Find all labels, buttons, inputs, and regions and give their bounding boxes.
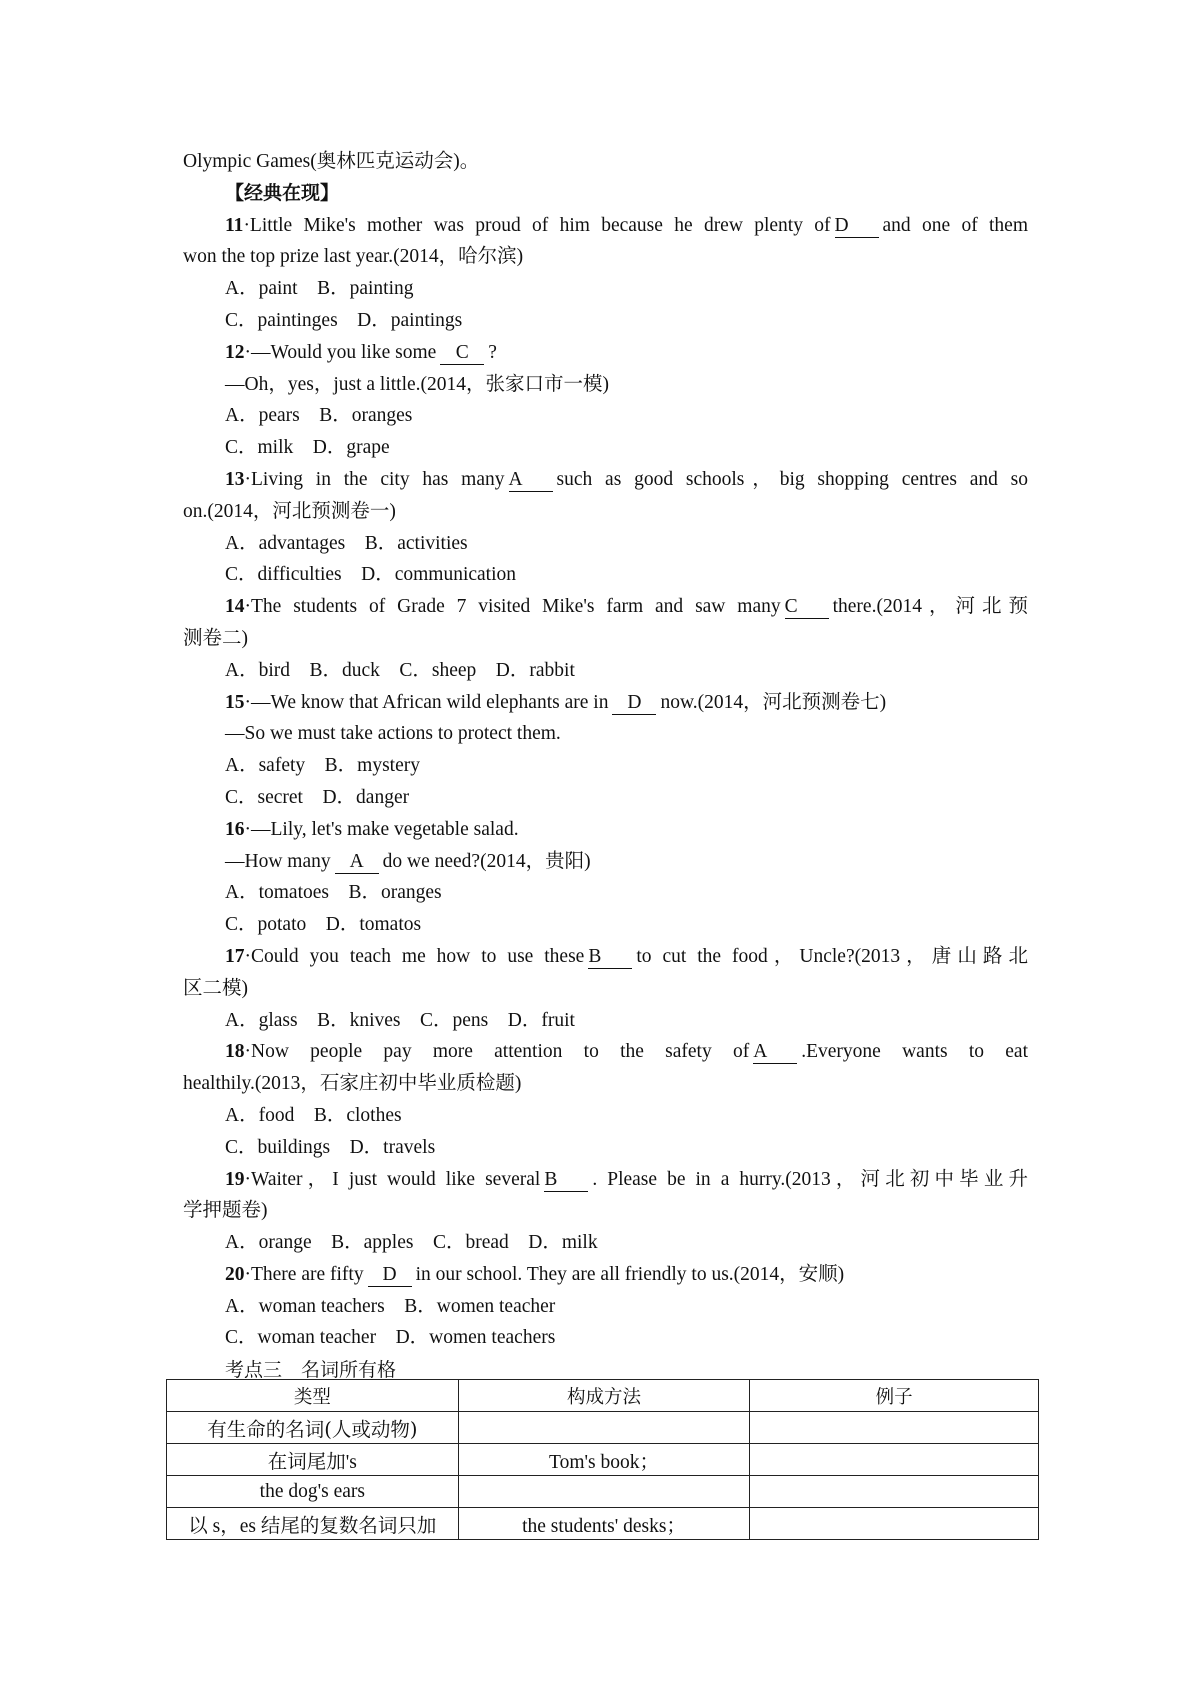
options-row: A．advantages B．activities [225, 532, 468, 554]
question-number: 16 [225, 818, 245, 840]
question-continuation: —Oh，yes，just a little.(2014，张家口市一模) [225, 373, 610, 395]
table-row [167, 1508, 1039, 1540]
table-cell [750, 1444, 1039, 1476]
question-11 [183, 210, 1028, 242]
question-number: 20 [225, 1263, 245, 1285]
question-number: 11 [225, 214, 244, 236]
question-stem-tail: to cut the food，Uncle?(2013，唐山路北 [636, 945, 1028, 967]
answer-blank: B [588, 946, 632, 969]
options-row: C．potato D．tomatos [225, 914, 422, 936]
question-continuation: 测卷二) [183, 627, 248, 649]
table-header-cell: 例子 [750, 1380, 1039, 1412]
options-row: A．safety B．mystery [225, 755, 420, 777]
question-16 [183, 814, 1028, 846]
question-18 [183, 1036, 1028, 1068]
question-14 [183, 591, 1028, 623]
options-row: C．buildings D．travels [225, 1136, 436, 1158]
question-continuation: 学押题卷) [183, 1200, 268, 1222]
question-continuation [183, 846, 1028, 878]
possessive-table [166, 1379, 1039, 1540]
options-row: A．orange B．apples C．bread D．milk [225, 1232, 598, 1254]
question-continuation: 区二模) [183, 977, 248, 999]
options-row: C．secret D．danger [225, 786, 410, 808]
question-stem-tail: such as good schools，big shopping centres and so [556, 468, 1028, 490]
options-row: A．tomatoes B．oranges [225, 882, 442, 904]
question-continuation: won the top prize last year.(2014，哈尔滨) [183, 246, 524, 268]
answer-blank: A [509, 469, 553, 492]
question-17 [183, 941, 1028, 973]
question-stem-prefix: —How many [225, 850, 331, 872]
options-row: C．paintinges D．paintings [225, 309, 463, 331]
question-stem-tail: now.(2014，河北预测卷七) [660, 691, 887, 713]
question-continuation: healthily.(2013，石家庄初中毕业质检题) [183, 1073, 522, 1095]
table-cell: 在词尾加's [167, 1444, 459, 1476]
table-cell: 有生命的名词(人或动物) [167, 1412, 459, 1444]
options-row: A．food B．clothes [225, 1104, 402, 1126]
exercise-content [183, 146, 1028, 1387]
question-stem-tail: do we need?(2014，贵阳) [382, 850, 591, 872]
question-stem-tail: .Everyone wants to eat [801, 1041, 1028, 1063]
question-number: 18 [225, 1041, 245, 1063]
table-cell: Tom's book； [458, 1444, 750, 1476]
question-number: 19 [225, 1168, 245, 1190]
question-19 [183, 1164, 1028, 1196]
question-number: 17 [225, 945, 245, 967]
table-cell [458, 1412, 750, 1444]
question-number: 15 [225, 691, 245, 713]
question-stem: ·—Would you like some [244, 341, 437, 363]
answer-blank: A [753, 1041, 797, 1064]
section-title: 考点三 名词所有格 [225, 1359, 397, 1382]
answer-blank: B [544, 1169, 588, 1192]
question-stem: ·Little Mike's mother was proud of him because he drew plenty of [243, 214, 831, 236]
question-stem: ·Waiter，I just would like several [244, 1168, 541, 1190]
table-cell: the students' desks； [458, 1508, 750, 1540]
section-label: 【经典在现】 [225, 181, 340, 204]
question-stem-tail: ? [488, 341, 497, 363]
table-header-cell: 构成方法 [458, 1380, 750, 1412]
intro-line: Olympic Games(奥林匹克运动会)。 [183, 151, 480, 172]
question-20 [183, 1259, 1028, 1291]
answer-blank: D [835, 215, 879, 238]
options-row: A．bird B．duck C．sheep D．rabbit [225, 659, 575, 681]
question-stem-tail: in our school. They are all friendly to us.(2014，安顺) [415, 1263, 845, 1285]
table-row [167, 1444, 1039, 1476]
question-continuation: on.(2014，河北预测卷一) [183, 500, 396, 522]
question-12 [183, 337, 1028, 369]
options-row: C．woman teacher D．women teachers [225, 1327, 556, 1349]
table-cell [750, 1508, 1039, 1540]
question-number: 13 [225, 468, 245, 490]
options-row: C．milk D．grape [225, 437, 390, 459]
options-row: C．difficulties D．communication [225, 564, 517, 586]
answer-blank: D [612, 692, 656, 715]
question-stem: ·—We know that African wild elephants are in [244, 691, 609, 713]
table-cell: 以 s，es 结尾的复数名词只加 [167, 1508, 459, 1540]
question-continuation: —So we must take actions to protect them. [225, 723, 561, 745]
answer-blank: D [368, 1264, 412, 1287]
question-stem-tail: and one of them [882, 214, 1028, 236]
table-cell: the dog's ears [167, 1476, 459, 1508]
table-cell [750, 1412, 1039, 1444]
table-header-cell: 类型 [167, 1380, 459, 1412]
options-row: A．pears B．oranges [225, 405, 413, 427]
question-stem: ·Could you teach me how to use these [244, 945, 585, 967]
table-header-row [167, 1380, 1039, 1412]
question-stem-tail: . Please be in a hurry.(2013，河北初中毕业升 [592, 1168, 1028, 1190]
answer-blank: C [785, 596, 829, 619]
question-number: 12 [225, 341, 245, 363]
question-stem: ·The students of Grade 7 visited Mike's farm and saw many [244, 596, 781, 618]
answer-blank: A [335, 851, 379, 874]
table-row [167, 1476, 1039, 1508]
options-row: A．paint B．painting [225, 278, 414, 300]
question-number: 14 [225, 596, 245, 618]
options-row: A．glass B．knives C．pens D．fruit [225, 1009, 575, 1031]
question-stem-tail: there.(2014，河北预 [832, 596, 1028, 618]
answer-blank: C [440, 342, 484, 365]
question-stem: ·There are fifty [244, 1263, 364, 1285]
table-row [167, 1412, 1039, 1444]
table-cell [750, 1476, 1039, 1508]
question-stem: ·—Lily, let's make vegetable salad. [244, 818, 519, 840]
question-stem: ·Living in the city has many [244, 468, 505, 490]
table-cell [458, 1476, 750, 1508]
question-15 [183, 687, 1028, 719]
question-13 [183, 464, 1028, 496]
options-row: A．woman teachers B．women teacher [225, 1295, 556, 1317]
question-stem: ·Now people pay more attention to the safety of [244, 1041, 750, 1063]
